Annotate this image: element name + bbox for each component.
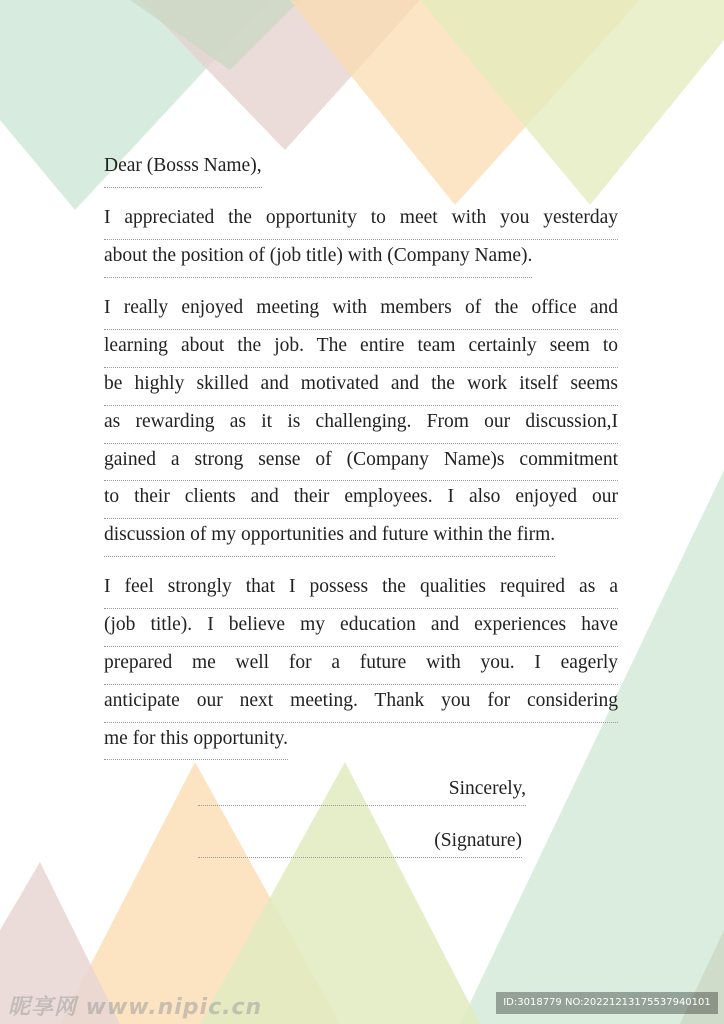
text-line: (job title). I believe my education and experiences have [104,609,618,647]
paragraph-3 [104,571,618,760]
text-line: learning about the job. The entire team certainly seem to [104,330,618,368]
closing-text: Sincerely, [448,778,526,799]
paragraph-1 [104,202,618,278]
letter-body [104,150,618,775]
text-line: me for this opportunity. [104,723,288,761]
watermark-id-badge: ID:3018779 NO:20221213175537940101 [496,992,718,1014]
paragraph-2 [104,292,618,557]
watermark-site: 昵享网 www.nipic.cn [8,995,263,1020]
text-line: as rewarding as it is challenging. From our discussion,I [104,406,618,444]
text-line: to their clients and their employees. I also enjoyed our [104,481,618,519]
signature-line [198,826,522,858]
text-line: about the position of (job title) with (Company Name). [104,240,532,278]
text-line: be highly skilled and motivated and the work itself seems [104,368,618,406]
text-line: prepared me well for a future with you. I eagerly [104,647,618,685]
text-line: I feel strongly that I possess the qualities required as a [104,571,618,609]
text-line: gained a strong sense of (Company Name)s commitment [104,444,618,482]
text-line: I appreciated the opportunity to meet with you yesterday [104,202,618,240]
text-line: I really enjoyed meeting with members of the office and [104,292,618,330]
greeting-line: Dear (Bosss Name), [104,150,262,188]
greeting-block [104,150,618,188]
signature-text: (Signature) [434,830,522,851]
closing-line [198,774,526,806]
text-line: discussion of my opportunities and future within the firm. [104,519,555,557]
text-line: anticipate our next meeting. Thank you for considering [104,685,618,723]
